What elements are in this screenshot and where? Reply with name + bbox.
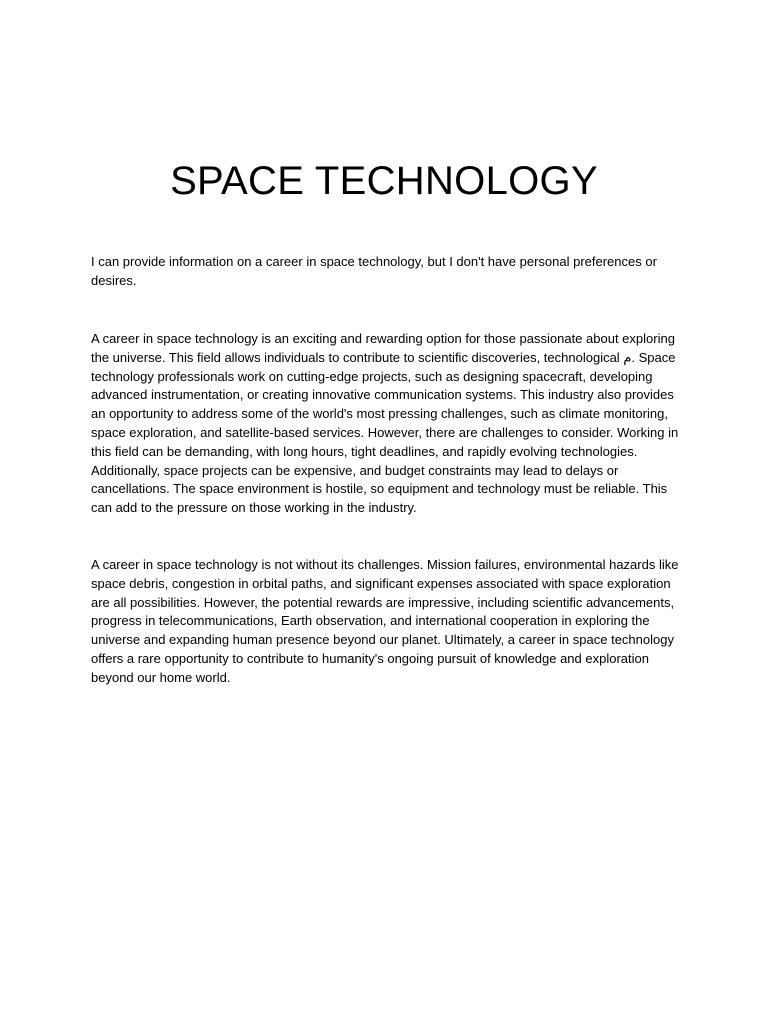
paragraph-overview: A career in space technology is an exciting and rewarding option for those passionate about exploring the universe. This field allows individuals to contribute to scientific discoveries, technological م. Space technology professionals work on cutting-edge projects, such as designing spacecraft, developing advanced instrumentation, or creating innovative communication systems. This industry also provides an opportunity to address some of the world's most pressing challenges, such as climate monitoring, space exploration, and satellite-based services. However, there are challenges to consider. Working in this field can be demanding, with long hours, tight deadlines, and rapidly evolving technologies. Additionally, space projects can be expensive, and budget constraints may lead to delays or cancellations. The space environment is hostile, so equipment and technology must be reliable. This can add to the pressure on those working in the industry. — [91, 331, 679, 516]
document-title: SPACE TECHNOLOGY — [170, 159, 598, 203]
paragraph-challenges: A career in space technology is not without its challenges. Mission failures, environmental hazards like space debris, congestion in orbital paths, and significant expenses associated with space exploration are all possibilities. However, the potential rewards are impressive, including scientific advancements, progress in telecommunications, Earth observation, and international cooperation in exploring the universe and expanding human presence beyond our planet. Ultimately, a career in space technology offers a rare opportunity to contribute to humanity's ongoing pursuit of knowledge and exploration beyond our home world. — [91, 557, 679, 685]
paragraph-intro: I can provide information on a career in space technology, but I don't have personal preferences or desires. — [91, 254, 657, 288]
